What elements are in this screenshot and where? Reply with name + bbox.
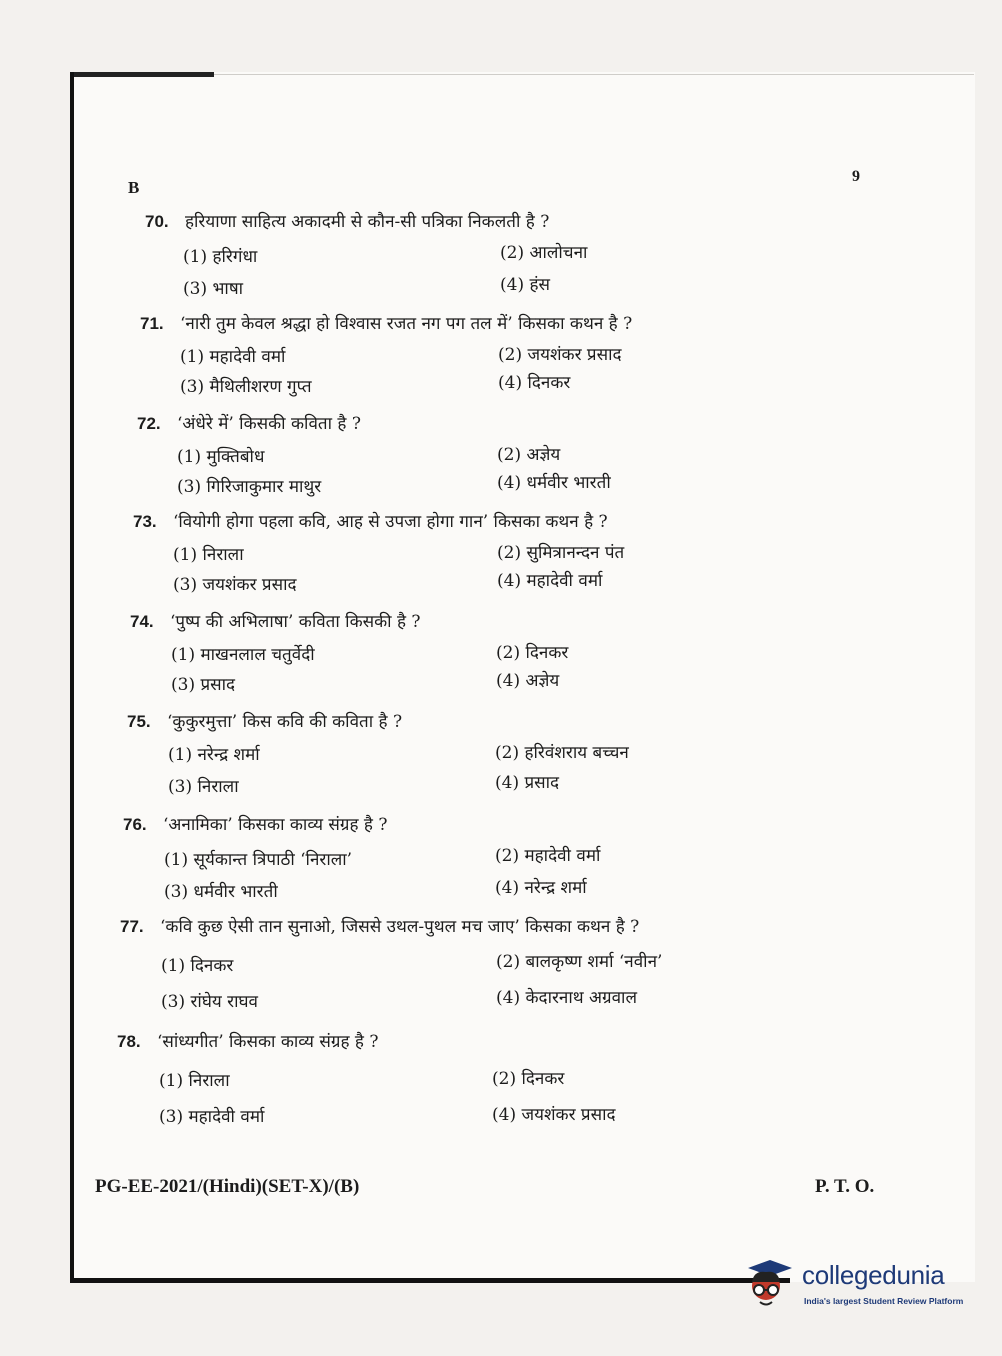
brand-name: collegedunia [802,1260,945,1290]
scan-edge-bottom [70,1278,790,1283]
option-1: (1) महादेवी वर्मा [180,347,286,367]
option-4: (4) हंस [500,275,551,295]
option-1: (1) हरिगंधा [183,247,258,267]
question-number: 70. [145,212,169,231]
option-4: (4) महादेवी वर्मा [497,571,603,591]
scan-edge-left [70,72,74,1282]
option-2: (2) दिनकर [492,1069,565,1089]
option-3: (3) रांघेय राघव [161,992,259,1012]
question-71 [140,312,840,404]
option-2: (2) जयशंकर प्रसाद [498,345,622,365]
option-2: (2) आलोचना [500,243,588,263]
question-75 [127,710,827,802]
question-76 [123,813,823,905]
question-78 [117,1030,817,1132]
option-3: (3) गिरिजाकुमार माथुर [177,477,322,497]
question-number: 73. [133,512,157,531]
option-3: (3) जयशंकर प्रसाद [173,575,297,595]
question-text: हरियाणा साहित्य अकादमी से कौन-सी पत्रिका निकलती है ? [185,212,550,232]
question-number: 77. [120,917,144,936]
option-4: (4) नरेन्द्र शर्मा [495,878,587,898]
option-4: (4) केदारनाथ अग्रवाल [496,988,637,1008]
collegedunia-watermark [742,1250,972,1320]
option-3: (3) निराला [168,777,239,797]
question-text: ‘कुकुरमुत्ता’ किस कवि की कविता है ? [167,712,403,732]
option-4: (4) दिनकर [498,373,571,393]
set-letter: B [128,178,140,197]
question-text: ‘वियोगी होगा पहला कवि, आह से उपजा होगा गान’ किसका कथन है ? [173,512,608,532]
scan-edge-top-thin [214,74,974,75]
option-2: (2) अज्ञेय [497,445,561,465]
option-4: (4) जयशंकर प्रसाद [492,1105,616,1125]
question-70 [145,210,845,302]
question-number: 72. [137,414,161,433]
question-number: 74. [130,612,154,631]
option-1: (1) निराला [173,545,244,565]
option-4: (4) धर्मवीर भारती [497,473,611,493]
question-number: 76. [123,815,147,834]
option-1: (1) नरेन्द्र शर्मा [168,745,260,765]
please-turn-over: P. T. O. [815,1176,875,1197]
option-2: (2) हरिवंशराय बच्चन [495,743,629,763]
option-1: (1) दिनकर [161,956,234,976]
option-1: (1) निराला [159,1071,230,1091]
option-3: (3) प्रसाद [171,675,236,695]
paper-code: PG-EE-2021/(Hindi)(SET-X)/(B) [95,1176,360,1197]
option-3: (3) भाषा [183,279,244,299]
question-text: ‘पुष्प की अभिलाषा’ कविता किसकी है ? [170,612,421,632]
option-1: (1) सूर्यकान्त त्रिपाठी ‘निराला’ [164,850,353,870]
question-73 [133,510,833,602]
option-2: (2) महादेवी वर्मा [495,846,601,866]
question-text: ‘सांध्यगीत’ किसका काव्य संग्रह है ? [157,1032,379,1052]
option-1: (1) माखनलाल चतुर्वेदी [171,645,315,665]
question-72 [137,412,837,504]
question-number: 71. [140,314,164,333]
question-text: ‘अंधेरे में’ किसकी कविता है ? [177,414,361,434]
option-4: (4) प्रसाद [495,773,560,793]
question-text: ‘कवि कुछ ऐसी तान सुनाओ, जिससे उथल-पुथल मच जाए’ किसका कथन है ? [160,917,640,937]
option-2: (2) सुमित्रानन्दन पंत [497,543,625,563]
question-text: ‘नारी तुम केवल श्रद्धा हो विश्वास रजत नग पग तल में’ किसका कथन है ? [180,314,633,334]
scan-edge-top [74,72,214,77]
question-74 [130,610,830,702]
question-77 [120,915,840,1015]
question-number: 75. [127,712,151,731]
option-1: (1) मुक्तिबोध [177,447,265,467]
option-2: (2) दिनकर [496,643,569,663]
page-number: 9 [852,168,860,185]
option-2: (2) बालकृष्ण शर्मा ‘नवीन’ [496,952,663,972]
mascot-logo-icon [742,1258,798,1310]
brand-tagline: India's largest Student Review Platform [804,1296,964,1306]
option-3: (3) धर्मवीर भारती [164,882,278,902]
question-number: 78. [117,1032,141,1051]
option-3: (3) महादेवी वर्मा [159,1107,265,1127]
option-3: (3) मैथिलीशरण गुप्त [180,377,312,397]
question-text: ‘अनामिका’ किसका काव्य संग्रह है ? [163,815,388,835]
option-4: (4) अज्ञेय [496,671,560,691]
